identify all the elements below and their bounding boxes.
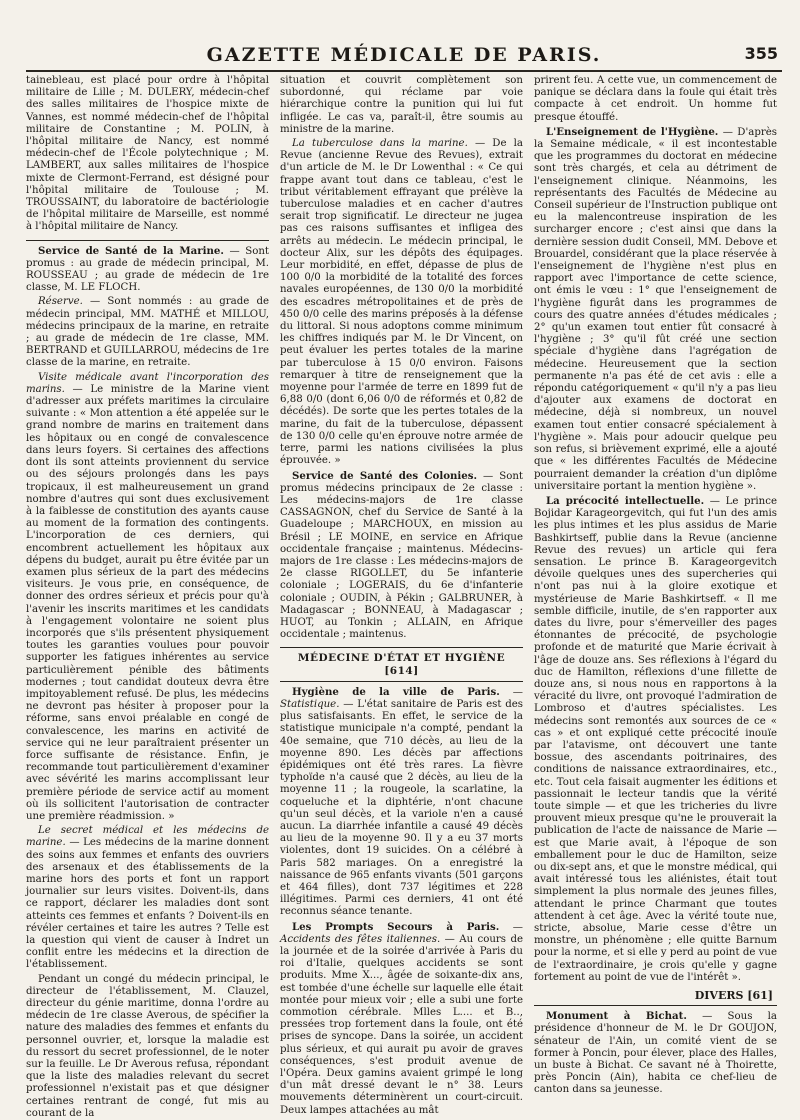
paragraph: situation et couvrit complètement son subordonné, qui réclame par voie hiérarchique contre la punition qui lui fut infligée. Le cas va, paraît-il, être soumis au ministre de la marine. [280,75,523,135]
article-subtitle: — Accidents des fêtes italiennes. [280,921,523,945]
article-text: — Au cours de la journée et de la soirée d'arrivée à Paris du roi d'Italie, quelques accidents se sont produits. Mme X..., âgée de soixante-dix ans, est tombée d'une échelle sur laquelle elle était montée pour mieux voir ; elle a subi une forte commotion cérébrale. Mlles L.... et B.., pressées trop fortement dans la foule, ont été prises de syncope. Dans la soirée, un accident plus sérieux, et qui aurait pu avoir de graves conséquences, s'est produit avenue de l'Opéra. Deux gamins avaient grimpé le long d'un mât dressé devant le n° 38. Leurs mouvements déterminèrent un court-circuit. Deux lampes attachées au mât [280,933,523,1116]
article [26,825,269,971]
column-3 [534,75,777,1096]
article [534,126,777,493]
article-title: Hygiène de la ville de Paris. [292,685,500,698]
paragraph: tainebleau, est placé pour ordre à l'hôpital militaire de Lille ; M. DULERY, médecin-chef des salles militaires de l'hospice mixte de Vannes, est nommé médecin-chef de l'hôpital militaire de Constantine ; M. POLIN, à l'hôpital militaire de Nancy, est nommé médecin-chef de l'École polytechnique ; M. LAMBERT, aux salles militaires de l'hospice mixte de Clermont-Ferrand, est désigné pour l'hôpital militaire de Toulouse ; M. TROUSSAINT, du laboratoire de bactériologie de l'hôpital militaire de Marseille, est nommé à l'hôpital militaire de Nancy. [26,75,269,233]
article [26,296,269,369]
article-title: La précocité intellectuelle. [546,494,705,507]
article-title: Réserve. [38,296,83,308]
article-text: — Les médecins de la marine donnent des soins aux femmes et enfants des ouvriers des arsenaux et des établissements de la marine hors des ports et font un rapport journalier sur leurs visites. Doivent-ils, dans ce rapport, déclarer les maladies dont sont atteints ces femmes et enfants ? Doivent-ils en révéler certaines et taire les autres ? Telle est la question qui vient de causer à Indret un conflit entre les médecins et la direction de l'établissement. [26,837,269,971]
article [280,686,523,919]
article-text: — Sous la présidence d'honneur de M. le Dr GOUJON, sénateur de l'Ain, un comité vient de se former à Poncin, pour élever, place des Halles, un buste à Bichat. Ce savant né à Thoirette, près Poncin (Ain), habita ce chef-lieu de canton dans sa jeunesse. [534,1011,777,1096]
article-text: — Le prince Bojidar Karageorgevitch, qui fut l'un des amis les plus intimes et les plus assidus de Marie Bashkirtseff, publie dans la Revue (ancienne Revue des revues) un article qui fera sensation. Le prince B. Karageorgevitch dévoile quelques unes des supercheries qui n'ont pas nui à la gloire exotique et mystérieuse de Marie Bashkirtseff. « Il me semble difficile, inutile, de s'en rapporter aux dates du livre, pour s'émerveiller des pages étonnantes de précocité, de psychologie profonde et de maturité que Marie écrivait à l'âge de douze ans. Ses réflexions à l'égard du duc de Hamilton, réflexions d'une fillette de douze ans, si nous nous en rapportons à la véracité du livre, ont provoqué l'admiration de Lombroso et d'autres spécialistes. Les médecins sont remontés aux sources de ce « cas » et ont expliqué cette précocité inouïe par l'atavisme, ont découvert une tante bossue, des ascendants poitrinaires, des conditions de naissance extraordinaires, etc., etc. Tout cela faisait augmenter les éditions et passionnait le lecteur tandis que la vérité toute simple — et que les tricheries du livre prouvent mieux presque qu'ne le prouverait la publication de l'acte de naissance de Marie — est que Marie avait, à l'époque de son emballement pour le duc de Hamilton, seize ou dix-sept ans, et que le monstre médical, qui avait intéressé tous les aliénistes, était tout simplement la plus normale des jeunes filles, attendant le prince Charmant que toutes attendent à cet âge. Avec la vérité toute nue, stricte, absolue, Marie cesse d'être un monstre, un phénomène ; elle quitte Barnum pour la norme, et si elle y perd au point de vue de l'extraordinaire, je crois qu'elle y gagne fortement au point de vue de l'intérêt ». [534,495,777,983]
article [280,921,523,1117]
paragraph: Pendant un congé du médecin principal, le directeur de l'établissement, M. Clauzel, directeur du génie maritime, donna l'ordre au médecin de 1re classe Averous, de spécifier la nature des maladies des femmes et enfants du personnel ouvrier, et, lorsque la maladie est du ressort du secret professionnel, de le noter sur la feuille. Le Dr Averous refusa, répondant que la liste des maladies relevant du secret professionnel n'existait pas et que désigner certaines rentrant de congé, fut mis au courant de la [26,973,269,1119]
article-title: La tuberculose dans la marine. [292,138,468,150]
article [26,372,269,824]
article-subtitle: — Statistique. [280,686,523,710]
divider [280,681,523,682]
section-heading: DIVERS [61] [694,989,773,1003]
article-title: Les Prompts Secours à Paris. [292,920,500,933]
section-heading: MÉDECINE D'ÉTAT ET HYGIÈNE [614] [297,652,506,677]
page-number: 355 [744,44,778,63]
column-2 [280,75,523,1116]
article-title: Service de Santé de la Marine. [38,244,224,257]
article [280,138,523,467]
article [534,495,777,984]
page-header [26,0,782,72]
paragraph: prirent feu. A cette vue, un commencement de panique se déclara dans la foule qui était très compacte à cet endroit. Un homme fut presque étouffé. [534,75,777,123]
divider [26,240,269,241]
article-title: Service de Santé des Colonies. [292,469,478,482]
article [280,470,523,642]
columns [26,72,782,1119]
article-text: — De la Revue (ancienne Revue des Revues), extrait d'un article de M. le Dr Lowenthal : « Ce qui frappe avant tout dans ce tableau, c'est le tribut véritablement effrayant que prélève la tuberculose maladies et en cacher d'autres serait trop significatif. Le directeur ne jugea pas ces raisons suffisantes et infligea des arrêts au médecin. Le médecin principal, le docteur Alix, sur les dépôts des équipages. Leur morbidité, en effet, dépasse de plus de 100 0/0 la morbidité de la totalité des forces navales européennes, de 130 0/0 la morbidité des escadres métropolitaines et de près de 450 0/0 celle des marins préposés à la défense du littoral. Si nous adoptons comme minimum les chiffres indiqués par M. le Dr Vincent, on peut évaluer les pertes totales de la marine par tuberculose à 15 0/0 environ. Faisons remarquer à titre de renseignement que la moyenne pour l'armée de terre en 1899 fut de 6,88 0/0 (dont 6,06 0/0 de réformés et 0,82 de décédés). De sorte que les pertes totales de la marine, du fait de la tuberculose, dépassent de 130 0/0 celle qu'en éprouve notre armée de terre, parmi les nations civilisées la plus éprouvée. » [280,138,523,467]
running-title: GAZETTE MÉDICALE DE PARIS. [206,44,602,66]
article-title: Le secret médical et les médecins de marine. [26,825,269,849]
article-text: — Le ministre de la Marine vient d'adresser aux préfets maritimes la circulaire suivante : « Mon attention a été appelée sur le grand nombre de marins en traitement dans les hôpitaux ou en congé de convalescence dans leurs foyers. Si certaines des affections dont ils sont atteints proviennent du service ou des séjours prolongés dans les pays tropicaux, il est malheureusement un grand nombre d'autres qui sont dues exclusivement à la faiblesse de constitution des ayants cause au moment de la formation des contingents. L'incorporation de ces derniers, qui encombrent actuellement les hôpitaux aux dépens du budget, aurait pu être évitée par un examen plus sérieux de la part des médecins visiteurs. Je vous prie, en conséquence, de donner des ordres sérieux et précis pour qu'à l'avenir les inscrits maritimes et les candidats à l'engagement volontaire ne soient plus incorporés que s'ils présentent physiquement toutes les garanties voulues pour pouvoir supporter les fatigues inhérentes au service particulièrement pénible des bâtiments modernes ; tout candidat douteux devra être impitoyablement refusé. De plus, les médecins ne devront pas hésiter à proposer pour la réforme, sans envoi préalable en congé de convalescence, les marins en activité de service qui ne leur paraîtraient présenter un force suffisante de résistance. Enfin, je recommande tout particulièrement d'examiner avec sévérité les marins accomplissant leur première période de service actif au moment où ils sollicitent l'autorisation de contracter une première réadmission. » [26,383,269,822]
article-title: Monument à Bichat. [546,1010,687,1023]
divider [280,647,523,648]
article [534,1010,777,1096]
article [26,245,269,295]
article-text: — D'après la Semaine médicale, « il est incontestable que les programmes du doctorat en médecine sont très chargés, et cela au détriment de l'enseignement clinique. Néanmoins, les représentants des Facultés de Médecine au Conseil supérieur de l'Instruction publique ont eu la malencontreuse inspiration de les surcharger encore ; c'est ainsi que dans la dernière session dudit Conseil, MM. Debove et Brouardel, considérant que la place réservée à l'enseignement de l'hygiène n'est plus en rapport avec l'importance de cette science, ont émis le vœu : 1° que l'enseignement de l'hygiène figurât dans les programmes de cours des quatre années d'études médicales ; 2° qu'un examen tout entier fût consacré à l'hygiène ; 3° qu'il fût créé une section spéciale d'hygiène dans l'agrégation de médecine. Heureusement que la section permanente n'a pas été de cet avis : elle a répondu catégoriquement « qu'il n'y a pas lieu d'ajouter aux examens de doctorat en médecine, déjà si nombreux, un nouvel examen tout entier consacré spécialement à l'hygiène ». Mais pour adoucir quelque peu son refus, si brièvement exprimé, elle a ajouté que « les différentes Facultés de Médecine pourraient demander la création d'un diplôme universitaire portant la mention hygiène ». [534,126,777,492]
article-text: — Sont nommés : au grade de médecin principal, MM. MATHÉ et MILLOU, médecins principaux de la marine, en retraite ; au grade de médecin de 1re classe, MM. BERTRAND et GUILLARROU, médecins de 1re classe de la marine, en retraite. [26,296,269,369]
article-title: Visite médicale avant l'incorporation des marins. [26,371,269,395]
column-1 [26,75,269,1119]
article-text: — L'état sanitaire de Paris est des plus satisfaisants. En effet, le service de la statistique municipale n'a compté, pendant la 40e semaine, que 710 décès, au lieu de la moyenne 890. Les décès par affections épidémiques ont été très rares. La fièvre typhoïde n'a causé que 2 décès, au lieu de la moyenne 11 ; la rougeole, la scarlatine, la coqueluche et la diphtérie, n'ont chacune qu'un seul décès, et la variole n'en a causé aucun. La diarrhée infantile a causé 49 décès au lieu de la moyenne 90. Il y a eu 37 morts violentes, dont 19 suicides. On a célébré à Paris 582 mariages. On a enregistré la naissance de 965 enfants vivants (501 garçons et 464 filles), dont 737 légitimes et 228 illégitimes. Parmi ces derniers, 41 ont été reconnus séance tenante. [280,698,523,918]
article-title: L'Enseignement de l'Hygiène. [546,125,719,138]
article-text: — Sont promus : au grade de médecin principal, M. ROUSSEAU ; au grade de médecin de 1re classe, M. LE FLOCH. [26,245,269,294]
divider [534,1005,777,1006]
article-text: — Sont promus médecins principaux de 2e classe : Les médecins-majors de 1re classe CASSAGNON, chef du Service de Santé à la Guadeloupe ; MARCHOUX, en mission au Brésil ; LE MOINE, en service en Afrique occidentale française ; maintenus. Médecins-majors de 1re classe : Les médecins-majors de 2e classe RIGOLLET, du 5e infanterie coloniale ; LOGERAIS, du 6e d'infanterie coloniale ; OUDIN, à Pékin ; GALBRUNER, à Madagascar ; BONNEAU, à Madagascar ; HUOT, au Tonkin ; ALLAIN, en Afrique occidentale ; maintenus. [280,470,523,641]
